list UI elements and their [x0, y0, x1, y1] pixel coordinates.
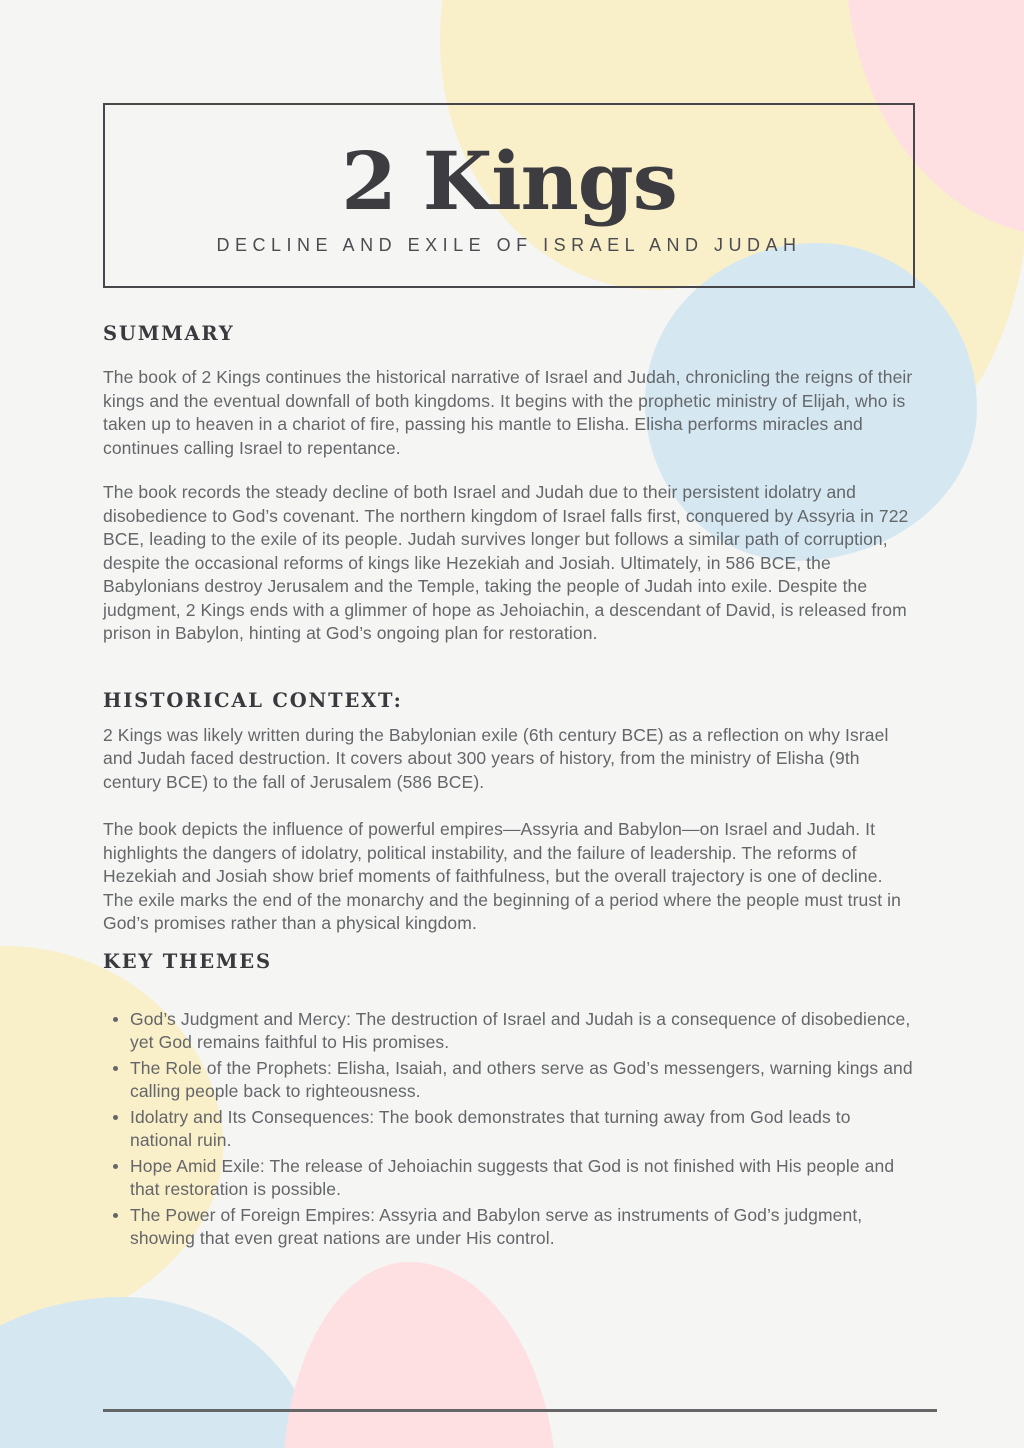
content-column — [103, 103, 915, 1253]
historical-context-heading: HISTORICAL CONTEXT: — [103, 688, 403, 712]
historical-context-paragraph-2: The book depicts the influence of powerful empires—Assyria and Babylon—on Israel and Judah. It highlights the dangers of idolatry, political instability, and the failure of leadership. The reforms of Hezekiah and Josiah show brief moments of faithfulness, but the overall trajectory is one of decline. The exile marks the end of the monarchy and the beginning of a period where the people must trust in God’s promises rather than a physical kingdom. — [103, 819, 901, 933]
page-title: 2 Kings — [341, 134, 677, 228]
list-item: The Role of the Prophets: Elisha, Isaiah, and others serve as God’s messengers, warning kings and calling people back to righteousness. — [130, 1057, 915, 1103]
list-item: Idolatry and Its Consequences: The book demonstrates that turning away from God leads to national ruin. — [130, 1106, 915, 1152]
summary-heading: SUMMARY — [103, 322, 235, 345]
list-item: The Power of Foreign Empires: Assyria and Babylon serve as instruments of God’s judgment, showing that even great nations are under His control. — [130, 1204, 915, 1250]
list-item: God’s Judgment and Mercy: The destruction of Israel and Judah is a consequence of disobedience, yet God remains faithful to His promises. — [130, 1008, 915, 1054]
title-box — [103, 103, 915, 288]
list-item: Hope Amid Exile: The release of Jehoiachin suggests that God is not finished with His people and that restoration is possible. — [130, 1155, 915, 1201]
key-themes-heading: KEY THEMES — [103, 949, 272, 973]
summary-paragraph-1: The book of 2 Kings continues the historical narrative of Israel and Judah, chronicling the reigns of their kings and the eventual downfall of both kingdoms. It begins with the prophetic ministry of Elijah, who is taken up to heaven in a chariot of fire, passing his mantle to Elisha. Elisha performs miracles and continues calling Israel to repentance. — [103, 367, 913, 458]
historical-context-paragraph-1: 2 Kings was likely written during the Babylonian exile (6th century BCE) as a reflection on why Israel and Judah faced destruction. It covers about 300 years of history, from the ministry of Elisha (9th century BCE) to the fall of Jerusalem (586 BCE). — [103, 724, 889, 792]
summary-paragraph-2: The book records the steady decline of both Israel and Judah due to their persistent idolatry and disobedience to God’s covenant. The northern kingdom of Israel falls first, conquered by Assyria in 722 BCE, leading to the exile of its people. Judah survives longer but follows a similar path of corruption, despite the occasional reforms of kings like Hezekiah and Josiah. Ultimately, in 586 BCE, the Babylonians destroy Jerusalem and the Temple, taking the people of Judah into exile. Despite the judgment, 2 Kings ends with a glimmer of hope as Jehoiachin, a descendant of David, is released from prison in Babylon, hinting at God’s ongoing plan for restoration. — [103, 482, 909, 643]
bottom-divider-line — [103, 1409, 937, 1412]
key-themes-list — [103, 1008, 915, 1253]
page-subtitle: DECLINE AND EXILE OF ISRAEL AND JUDAH — [216, 235, 802, 255]
background-blob-blue-bottom-left — [0, 1297, 320, 1448]
background-blob-pink-bottom — [283, 1262, 557, 1448]
